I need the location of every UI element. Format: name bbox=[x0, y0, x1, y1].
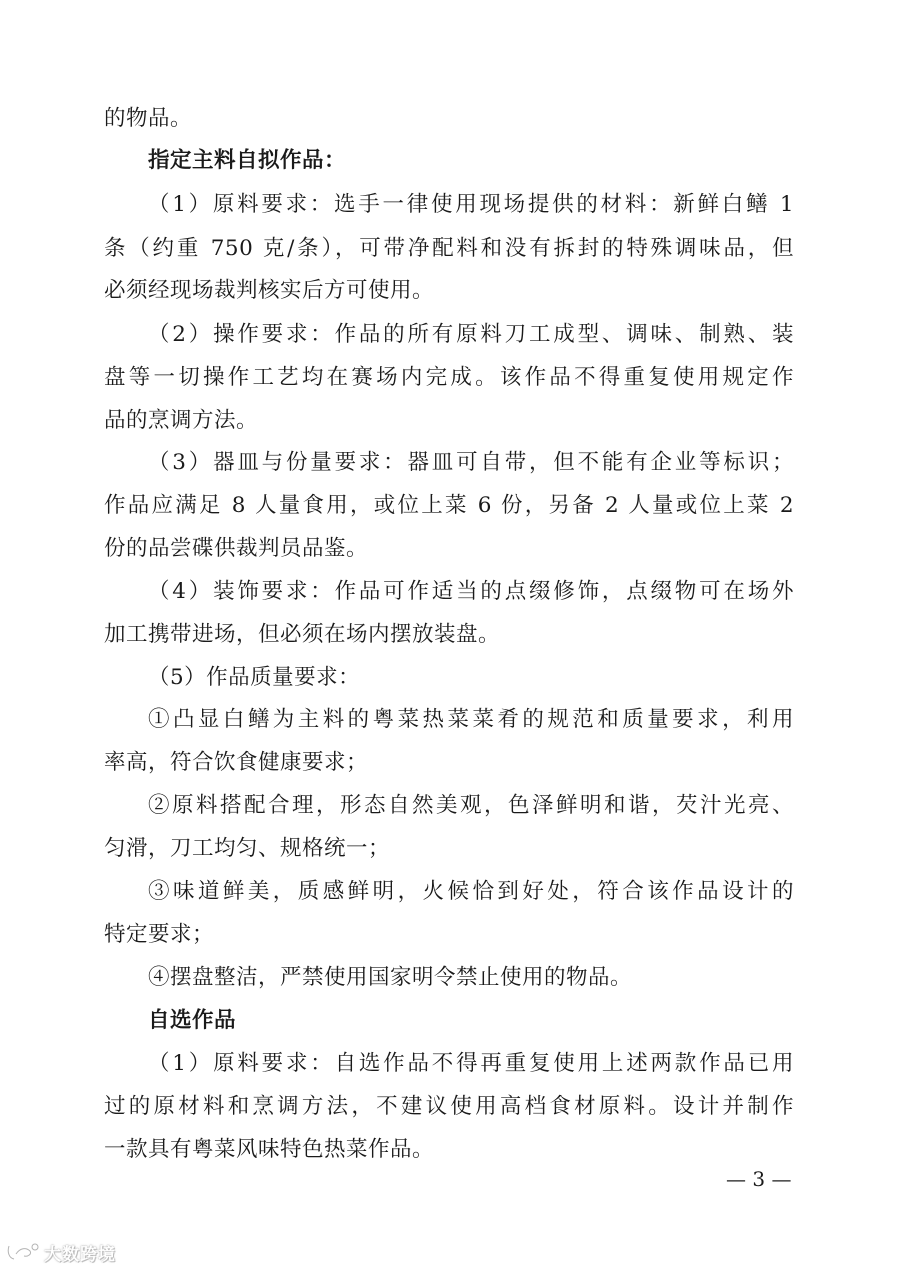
paragraph-line: （1）原料要求：选手一律使用现场提供的材料：新鲜白鳝 1 bbox=[148, 192, 794, 217]
paragraph-line: （2）操作要求：作品的所有原料刀工成型、调味、制熟、装 bbox=[148, 322, 794, 347]
paragraph-line: ④摆盘整洁，严禁使用国家明令禁止使用的物品。 bbox=[148, 965, 633, 990]
paragraph-line: 过的原材料和烹调方法，不建议使用高档食材原料。设计并制作 bbox=[104, 1094, 794, 1119]
paragraph-line: 作品应满足 8 人量食用，或位上菜 6 份，另备 2 人量或位上菜 2 bbox=[104, 493, 794, 518]
paragraph-line: 品的烹调方法。 bbox=[104, 408, 259, 433]
paragraph-line: 份的品尝碟供裁判员品鉴。 bbox=[104, 536, 369, 561]
paragraph-line: ①凸显白鳝为主料的粤菜热菜菜肴的规范和质量要求，利用 bbox=[148, 707, 794, 732]
paragraph-line: 加工携带进场，但必须在场内摆放装盘。 bbox=[104, 622, 501, 647]
brand-logo-icon bbox=[6, 1242, 40, 1262]
paragraph-line: 必须经现场裁判核实后方可使用。 bbox=[104, 278, 435, 303]
paragraph-line: （5）作品质量要求： bbox=[148, 665, 361, 690]
watermark bbox=[6, 1240, 116, 1264]
paragraph-line: ②原料搭配合理，形态自然美观，色泽鲜明和谐，芡汁光亮、 bbox=[148, 793, 794, 818]
paragraph-line: （3）器皿与份量要求：器皿可自带，但不能有企业等标识； bbox=[148, 450, 794, 475]
paragraph-line: 率高，符合饮食健康要求； bbox=[104, 750, 369, 775]
paragraph-line: 一款具有粤菜风味特色热菜作品。 bbox=[104, 1137, 435, 1162]
page-number: — 3 — bbox=[726, 1167, 792, 1191]
paragraph-line: 特定要求； bbox=[104, 922, 215, 947]
paragraph-line: 的物品。 bbox=[104, 106, 193, 131]
section-heading: 自选作品 bbox=[148, 1008, 237, 1033]
paragraph-line: ③味道鲜美，质感鲜明，火候恰到好处，符合该作品设计的 bbox=[148, 879, 794, 904]
paragraph-line: 盘等一切操作工艺均在赛场内完成。该作品不得重复使用规定作 bbox=[104, 365, 794, 390]
paragraph-line: （1）原料要求：自选作品不得再重复使用上述两款作品已用 bbox=[148, 1051, 794, 1076]
section-heading: 指定主料自拟作品： bbox=[148, 148, 347, 173]
paragraph-line: 条（约重 750 克/条），可带净配料和没有拆封的特殊调味品，但 bbox=[104, 236, 794, 261]
paragraph-line: （4）装饰要求：作品可作适当的点缀修饰，点缀物可在场外 bbox=[148, 579, 794, 604]
paragraph-line: 匀滑，刀工均匀、规格统一； bbox=[104, 836, 391, 861]
watermark-text: 大数跨境 bbox=[44, 1244, 116, 1265]
